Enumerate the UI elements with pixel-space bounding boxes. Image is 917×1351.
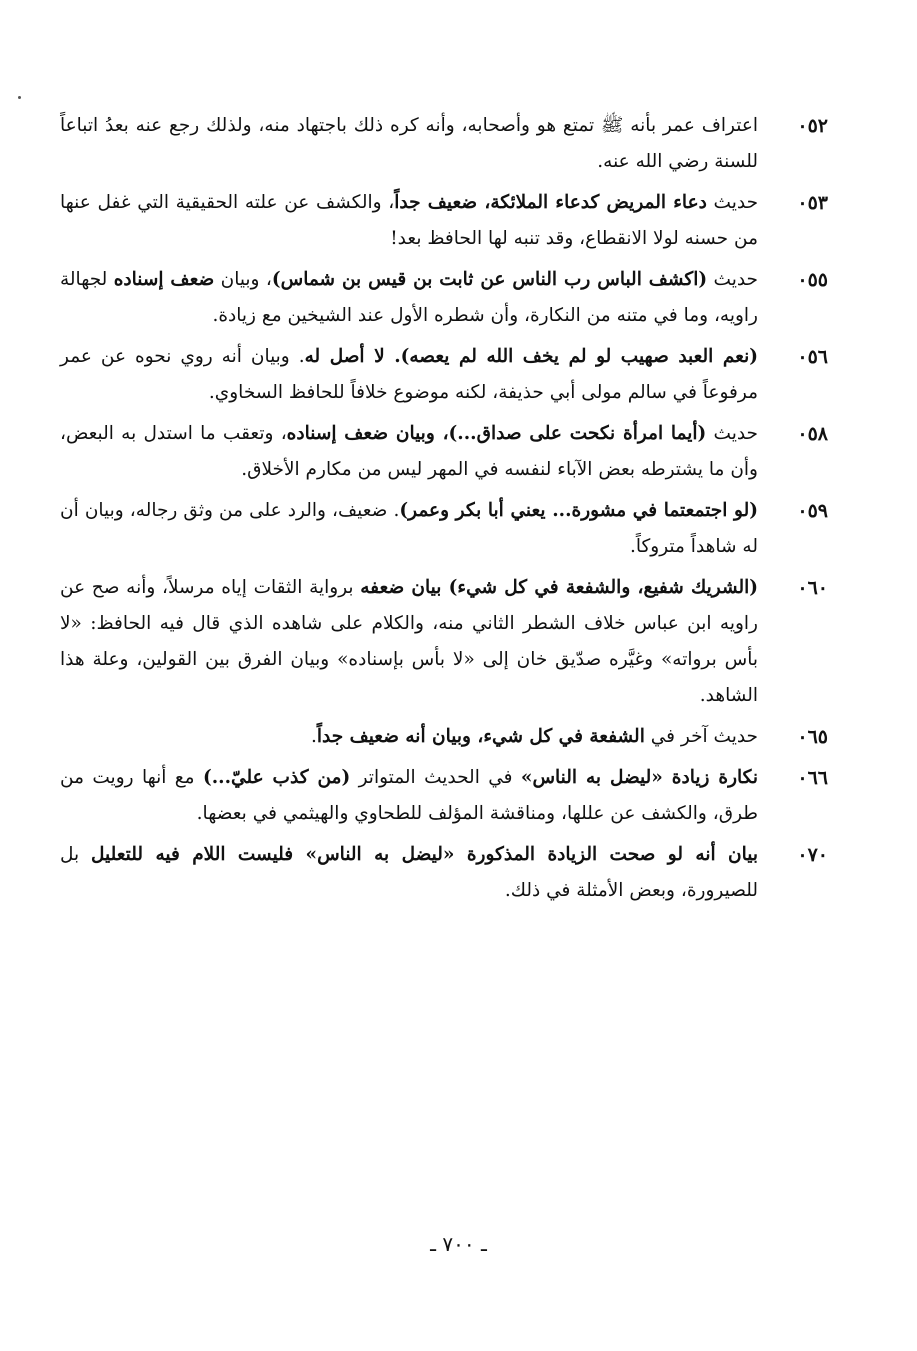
entry-text — [60, 719, 758, 755]
entry-number: ٠٦٠ — [797, 577, 828, 599]
entry-text-plain: اعتراف عمر بأنه ﷺ تمتع هو وأصحابه، وأنه كره ذلك باجتهاد منه، ولذلك رجع عنه بعدُ اتباعاً للسنة رضي الله عنه. — [60, 115, 758, 172]
page-number: ـ ٧٠٠ ـ — [430, 1232, 487, 1256]
entry-text-plain: . وبيان أنه روي نحوه عن عمر مرفوعاً في سالم مولى أبي حذيفة، لكنه موضوع خلافاً للحافظ السخاوي. — [60, 346, 758, 403]
index-entry — [60, 108, 828, 180]
entry-text-bold: دعاء المريض كدعاء الملائكة، ضعيف جداً — [394, 192, 707, 213]
entry-text — [60, 416, 758, 488]
entry-text-plain: ، وتعقب ما استدل به البعض، وأن ما يشترطه بعض الآباء لنفسه في المهر ليس من مكارم الأخلاق. — [60, 423, 758, 480]
entry-text-bold: (لو اجتمعتما في مشورة... يعني أبا بكر وعمر) — [399, 500, 758, 521]
index-entry — [60, 760, 828, 832]
index-entry — [60, 262, 828, 334]
index-entry — [60, 837, 828, 909]
entry-text-plain: حديث — [706, 423, 758, 444]
entry-text-bold: نكارة زيادة «ليضل به الناس» — [520, 767, 759, 788]
entry-text — [60, 493, 758, 565]
entry-number: ٠٥٦ — [797, 346, 828, 368]
entry-text-plain: برواية الثقات إياه مرسلاً، وأنه صح عن راويه ابن عباس خلاف الشطر الثاني منه، والكلام على شاهده الذي قال فيه الحافظ: «لا بأس برواته» وغيَّره صدّيق خان إلى «لا بأس بإسناده» وبيان الفرق بين القولين، وعلة هذا الشاهد. — [60, 577, 758, 706]
entry-text — [60, 760, 758, 832]
entry-number: ٠٧٠ — [797, 844, 828, 866]
entry-text — [60, 262, 758, 334]
entry-text — [60, 108, 758, 180]
scan-speck — [18, 96, 21, 99]
index-entry — [60, 493, 828, 565]
entry-text-plain: ، وبيان — [214, 269, 272, 290]
index-entry — [60, 416, 828, 488]
entry-text-plain: في الحديث المتواتر — [350, 767, 521, 788]
entry-text-bold: الشفعة في كل شيء، وبيان أنه ضعيف جداً — [316, 726, 645, 747]
entry-text-bold: بيان أنه لو صحت الزيادة المذكورة «ليضل به الناس» فليست اللام فيه للتعليل — [91, 844, 758, 865]
entry-number: ٠٦٦ — [797, 767, 828, 789]
entry-text-plain: حديث — [707, 269, 758, 290]
index-entry — [60, 719, 828, 755]
entry-text-plain: لجهالة راويه، وما في متنه من النكارة، وأن شطره الأول عند الشيخين مع زيادة. — [60, 269, 758, 326]
entry-text-bold: (من كذب عليّ...) — [202, 767, 351, 788]
entry-text-plain: ، والكشف عن علته الحقيقية التي غفل عنها من حسنه لولا الانقطاع، وقد تنبه لها الحافظ بعد! — [60, 192, 758, 249]
entry-text-plain: . ضعيف، والرد على من وثق رجاله، وبيان أن له شاهداً متروكاً. — [60, 500, 758, 557]
entry-text-plain: . — [310, 726, 317, 747]
entry-number: ٠٥٩ — [797, 500, 828, 522]
entry-text-bold: (الشريك شفيع، والشفعة في كل شيء) بيان ضعفه — [360, 577, 758, 598]
entry-text-plain: حديث — [706, 192, 759, 213]
entry-text — [60, 339, 758, 411]
entry-text-plain: مع أنها رويت من طرق، والكشف عن عللها، ومناقشة المؤلف للطحاوي والهيثمي في بعضها. — [60, 767, 758, 824]
entry-text-bold: (نعم العبد صهيب لو لم يخف الله لم يعصه). لا أصل له — [304, 346, 759, 367]
index-entry — [60, 339, 828, 411]
index-entry — [60, 185, 828, 257]
entry-text-bold: (اكشف الباس رب الناس عن ثابت بن قيس بن شماس) — [271, 269, 708, 290]
index-list — [60, 108, 828, 914]
entry-text-bold: ضعف إسناده — [113, 269, 215, 290]
entry-number: ٠٥٣ — [797, 192, 828, 214]
entry-text — [60, 837, 758, 909]
entry-number: ٠٥٨ — [797, 423, 828, 445]
entry-text-plain: بل للصيرورة، وبعض الأمثلة في ذلك. — [60, 844, 758, 901]
entry-text-bold: (أيما امرأة نكحت على صداق...)، وبيان ضعف إسناده — [286, 423, 707, 444]
entry-text — [60, 570, 758, 714]
entry-number: ٠٦٥ — [797, 726, 828, 748]
entry-number: ٠٥٥ — [797, 269, 828, 291]
entry-text-plain: حديث آخر في — [644, 726, 758, 747]
entry-number: ٠٥٢ — [797, 115, 828, 137]
entry-text — [60, 185, 758, 257]
index-entry — [60, 570, 828, 714]
